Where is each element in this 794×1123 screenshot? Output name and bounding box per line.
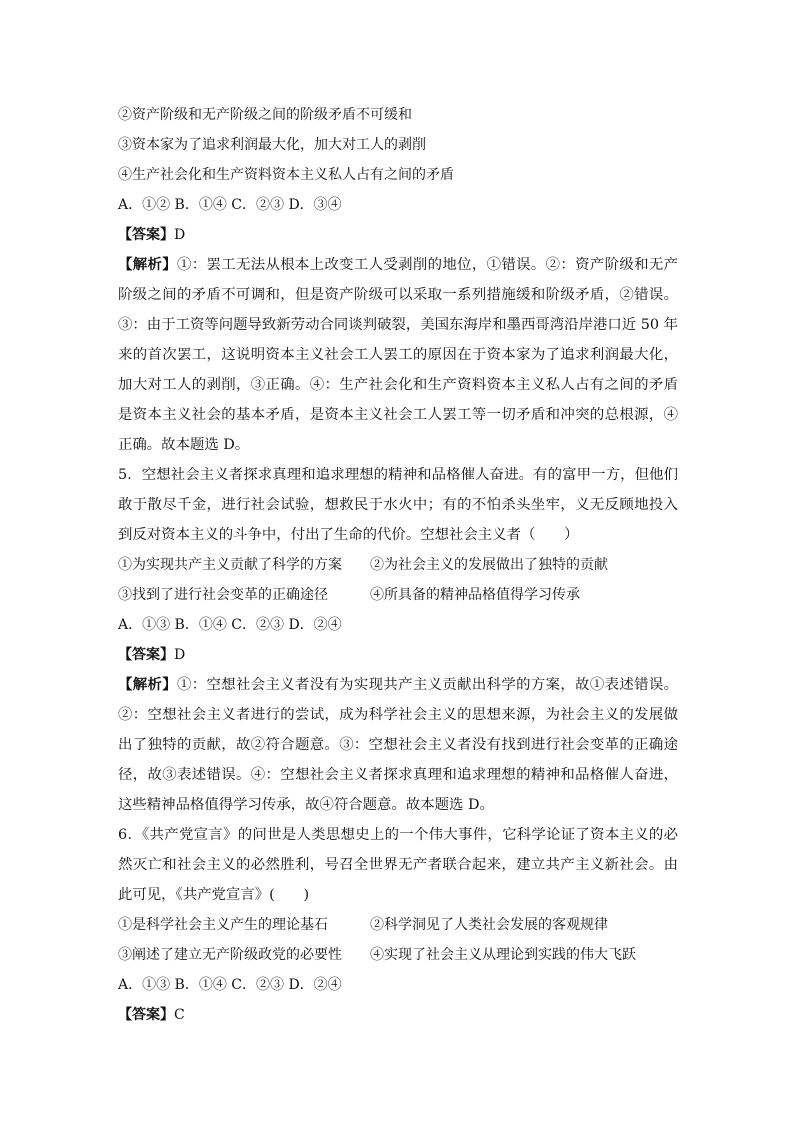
- q5-options-row-2: [118, 580, 678, 610]
- q4-answer-label: 【答案】: [118, 227, 174, 243]
- q6-answer-value: C: [174, 1007, 185, 1023]
- q5-answer: [118, 640, 678, 670]
- q4-answer-value: D: [174, 227, 186, 243]
- q5-option-4: ④所具备的精神品格值得学习传承: [370, 587, 580, 603]
- q6-stem: 6．《共产党宣言》的问世是人类思想史上的一个伟大事件，它科学论证了资本主义的必然灭亡和社会主义的必然胜利，号召全世界无产者联合起来，建立共产主义新社会。由此可见，《共产党宣言》( ): [118, 827, 678, 903]
- q5-analysis-text: ①：空想社会主义者没有为实现共产主义贡献出科学的方案，故①表述错误。②：空想社会主义者进行的尝试，成为科学社会主义的思想来源，为社会主义的发展做出了独特的贡献，故②符合题意。③：空想社会主义者没有找到进行社会变革的正确途径，故③表述错误。④：空想社会主义者探求真理和追求理想的精神和品格催人奋进，这些精神品格值得学习传承，故④符合题意。故本题选 D。: [118, 677, 678, 813]
- q4-analysis-label: 【解析】: [118, 256, 177, 273]
- q5-analysis-label: 【解析】: [118, 676, 177, 693]
- q6-choices: A．①③ B．①④ C．②③ D．②④: [118, 977, 342, 993]
- q4-choices: A．①② B．①④ C．②③ D．③④: [118, 197, 342, 213]
- q5-choices: A．①③ B．①④ C．②③ D．②④: [118, 617, 342, 633]
- q5-option-1: ①为实现共产主义贡献了科学的方案: [118, 557, 342, 573]
- q4-answer: [118, 220, 678, 250]
- q5-option-3: ③找到了进行社会变革的正确途径: [118, 587, 328, 603]
- q6-options-row-2: [118, 940, 678, 970]
- q6-option-1: ①是科学社会主义产生的理论基石: [118, 917, 328, 933]
- q4-option-4: ④生产社会化和生产资料资本主义私人占有之间的矛盾: [118, 167, 454, 183]
- q5-options-row-1: [118, 550, 678, 580]
- q6-answer-label: 【答案】: [118, 1007, 174, 1023]
- q6-answer: [118, 1000, 678, 1030]
- q4-analysis-text: ①：罢工无法从根本上改变工人受剥削的地位，①错误。②：资产阶级和无产阶级之间的矛盾不可调和，但是资产阶级可以采取一系列措施缓和阶级矛盾，②错误。③：由于工资等问题导致新劳动合同谈判破裂，美国东海岸和墨西哥湾沿岸港口近 50 年来的首次罢工，这说明资本主义社会工人罢工的原因在于资本家为了追求利润最大化，加大对工人的剥削，③正确。④：生产社会化和生产资料资本主义私人占有之间的矛盾是资本主义社会的基本矛盾，是资本主义社会工人罢工等一切矛盾和冲突的总根源，④正确。故本题选 D。: [118, 257, 678, 453]
- q5-stem: 5．空想社会主义者探求真理和追求理想的精神和品格催人奋进。有的富甲一方，但他们敢于散尽千金，进行社会试验，想救民于水火中；有的不怕杀头坐牢，义无反顾地投入到反对资本主义的斗争中，付出了生命的代价。空想社会主义者（ ）: [118, 467, 678, 543]
- q4-analysis: [118, 250, 678, 460]
- q6-option-3: ③阐述了建立无产阶级政党的必要性: [118, 947, 342, 963]
- q6-option-4: ④实现了社会主义从理论到实践的伟大飞跃: [370, 947, 636, 963]
- q4-option-2: ②资产阶级和无产阶级之间的阶级矛盾不可缓和: [118, 107, 412, 123]
- q6-option-2: ②科学洞见了人类社会发展的客观规律: [370, 917, 608, 933]
- q6-options-row-1: [118, 910, 678, 940]
- q5-analysis: [118, 670, 678, 820]
- q4-option-3: ③资本家为了追求利润最大化，加大对工人的剥削: [118, 137, 426, 153]
- document-page: [118, 100, 678, 1030]
- q5-option-2: ②为社会主义的发展做出了独特的贡献: [370, 557, 608, 573]
- q5-answer-label: 【答案】: [118, 647, 174, 663]
- q5-answer-value: D: [174, 647, 186, 663]
